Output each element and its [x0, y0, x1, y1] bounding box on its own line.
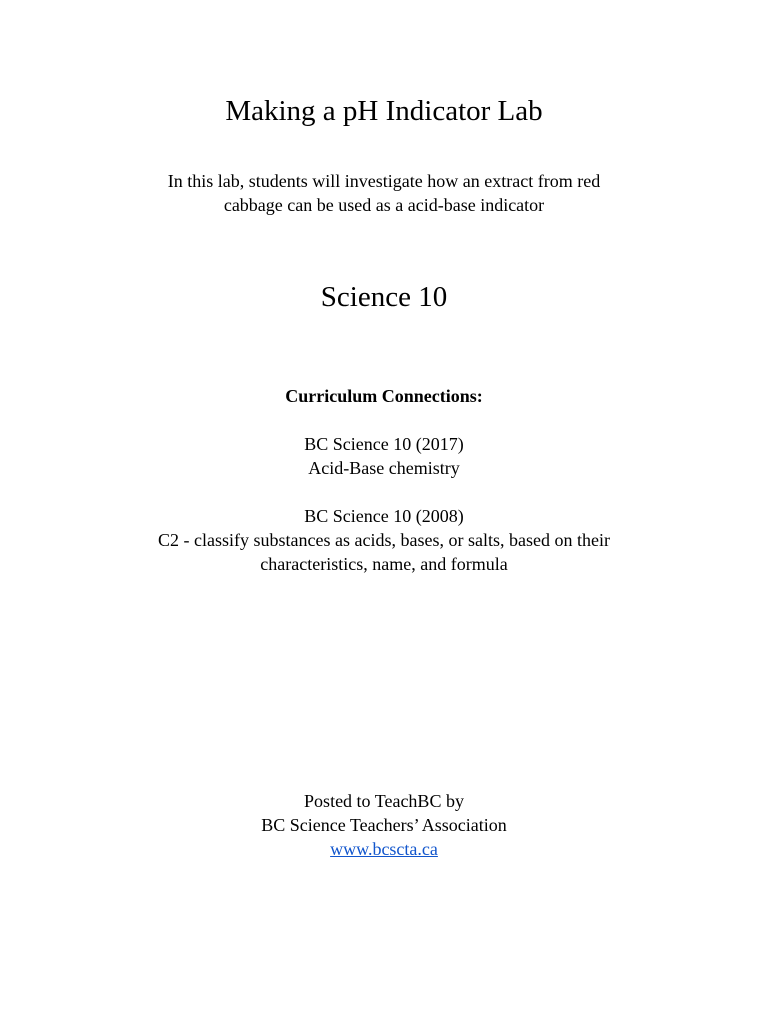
curriculum-heading: Curriculum Connections:: [285, 386, 483, 406]
intro-line: cabbage can be used as a acid-base indicator: [223, 195, 545, 215]
page-title: Making a pH Indicator Lab: [225, 95, 543, 127]
website-link[interactable]: www.bcscta.ca: [330, 839, 438, 859]
curriculum-entry-2008: [84, 504, 684, 576]
course-title: Science 10: [320, 281, 448, 313]
posted-by: Posted to TeachBC by: [304, 791, 464, 811]
curriculum-topic: Acid-Base chemistry: [308, 458, 460, 478]
intro-line: In this lab, students will investigate how an extract from red: [167, 171, 601, 191]
intro-paragraph: [114, 169, 654, 217]
curriculum-name: BC Science 10 (2008): [304, 506, 464, 526]
footer-credit: [84, 789, 684, 861]
curriculum-entry-2017: [84, 432, 684, 480]
curriculum-name: BC Science 10 (2017): [304, 434, 464, 454]
organization-name: BC Science Teachers’ Association: [261, 815, 507, 835]
curriculum-outcome: characteristics, name, and formula: [260, 554, 508, 574]
curriculum-outcome: C2 - classify substances as acids, bases, or salts, based on their: [158, 530, 610, 550]
